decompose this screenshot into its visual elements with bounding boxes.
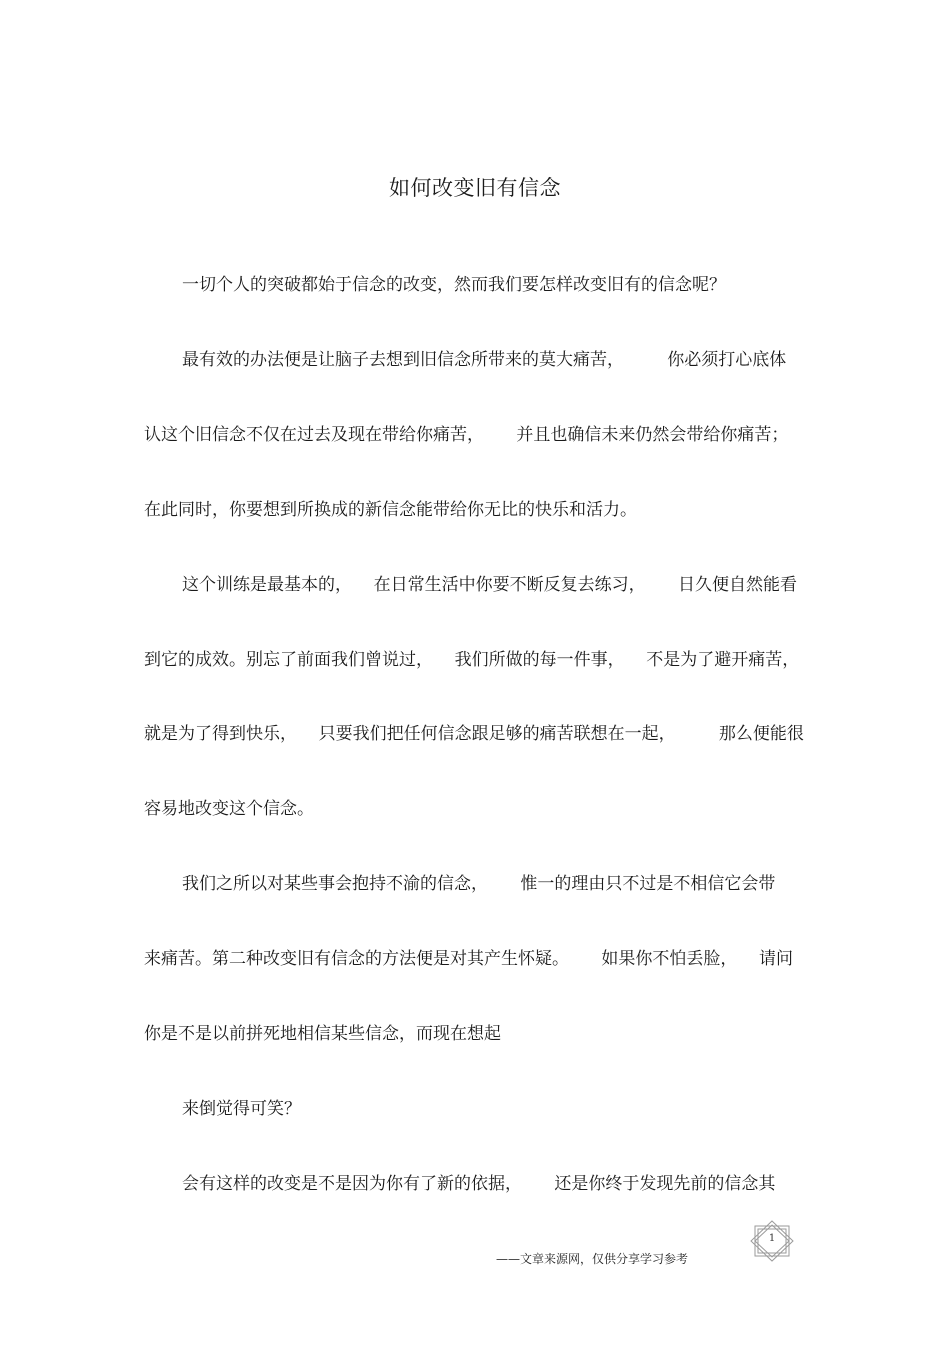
page-title: 如何改变旧有信念 — [389, 176, 561, 200]
text-line-1: 一切个人的突破都始于信念的改变，然而我们要怎样改变旧有的信念呢？ — [182, 275, 726, 295]
text-line-10: 来痛苦。第二种改变旧有信念的方法便是对其产生怀疑。 如果你不怕丢脸， 请问 — [144, 949, 794, 969]
text-line-5: 这个训练是最基本的， 在日常生活中你要不断反复去练习， 日久便自然能看 — [182, 575, 798, 595]
text-line-12: 来倒觉得可笑？ — [182, 1099, 301, 1119]
text-line-7: 就是为了得到快乐， 只要我们把任何信念跟足够的痛苦联想在一起， 那么便能很 — [144, 724, 804, 744]
page-number: 1 — [768, 1233, 776, 1244]
text-line-2: 最有效的办法便是让脑子去想到旧信念所带来的莫大痛苦， 你必须打心底体 — [182, 350, 787, 370]
text-line-11: 你是不是以前拼死地相信某些信念，而现在想起 — [144, 1024, 501, 1044]
source-note: ——文章来源网，仅供分享学习参考 — [496, 1252, 689, 1266]
text-line-6: 到它的成效。别忘了前面我们曾说过， 我们所做的每一件事， 不是为了避开痛苦， — [144, 650, 800, 670]
text-line-8: 容易地改变这个信念。 — [144, 799, 314, 819]
text-line-9: 我们之所以对某些事会抱持不渝的信念， 惟一的理由只不过是不相信它会带 — [182, 874, 776, 894]
text-line-13: 会有这样的改变是不是因为你有了新的依据， 还是你终于发现先前的信念其 — [182, 1174, 776, 1194]
text-line-4: 在此同时，你要想到所换成的新信念能带给你无比的快乐和活力。 — [144, 500, 637, 520]
text-line-3: 认这个旧信念不仅在过去及现在带给你痛苦， 并且也确信未来仍然会带给你痛苦； — [144, 425, 789, 445]
